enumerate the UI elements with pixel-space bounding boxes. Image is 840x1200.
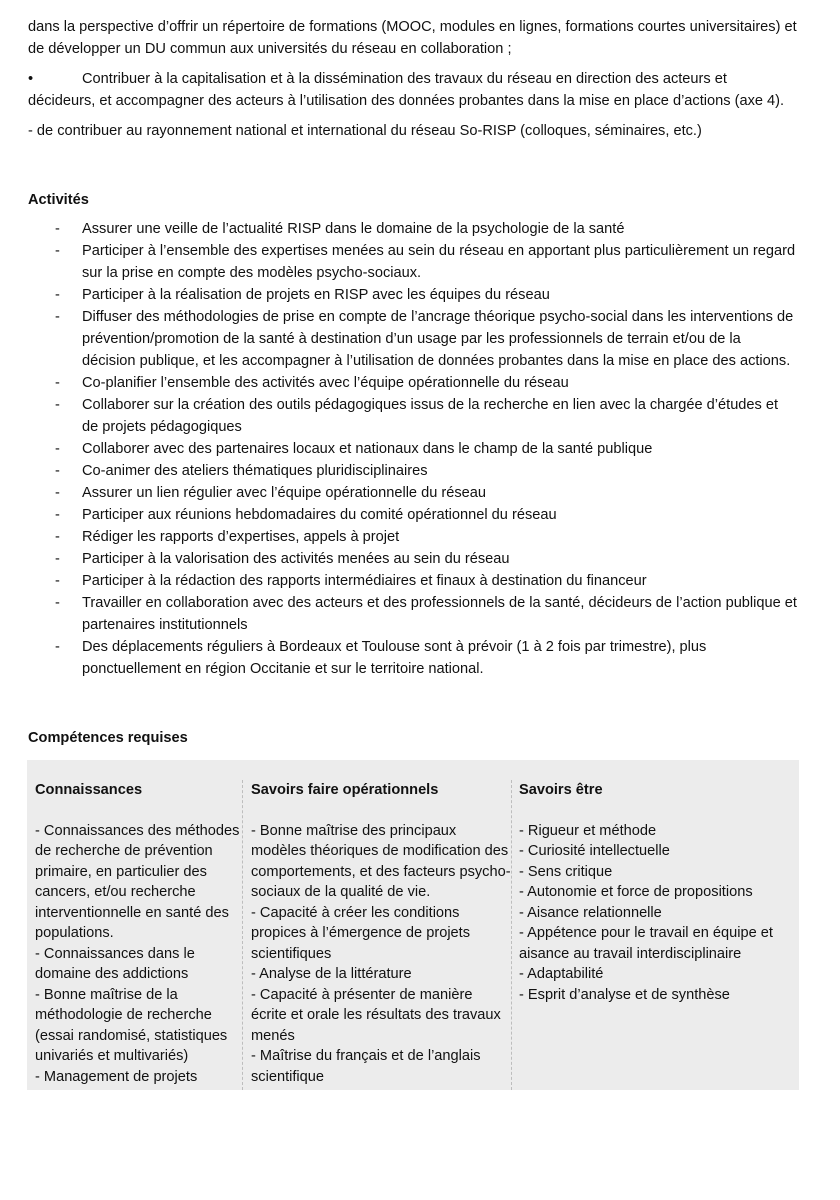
activity-text: Participer à la valorisation des activités menées au sein du réseau	[82, 551, 510, 567]
skill-line: - Curiosité intellectuelle	[519, 843, 670, 859]
activity-item	[28, 460, 798, 482]
activity-item	[28, 570, 798, 592]
activity-item	[28, 526, 798, 548]
dash-bullet: -	[55, 221, 60, 237]
dash-bullet: -	[55, 573, 60, 589]
activity-text: Participer à la rédaction des rapports intermédiaires et finaux à destination du financeur	[82, 573, 647, 589]
activity-text: Assurer un lien régulier avec l’équipe opérationnelle du réseau	[82, 485, 487, 501]
skill-line: - Rigueur et méthode	[519, 822, 657, 839]
column-title: Connaissances	[35, 782, 143, 798]
activity-text: Collaborer avec des partenaires locaux et nationaux dans le champ de la santé publique	[82, 441, 653, 457]
skill-line: - Maîtrise du français et de l’anglais scientifique	[251, 1048, 481, 1085]
soft-skills-column	[511, 780, 799, 1090]
dash-bullet: -	[55, 441, 60, 457]
dash-bullet: -	[55, 397, 60, 413]
document-page	[28, 16, 798, 1090]
skill-line: - Capacité à présenter de manière écrite et orale les résultats des travaux menés	[251, 986, 501, 1044]
activity-item	[28, 504, 798, 526]
activity-item	[28, 636, 798, 680]
skill-line: - Sens critique	[519, 863, 613, 880]
capitalisation-bullet	[28, 68, 798, 112]
column-title: Savoirs être	[519, 782, 603, 798]
dash-bullet: -	[55, 309, 60, 325]
skill-line: - Management de projets	[35, 1068, 198, 1085]
intro-paragraph: dans la perspective d’offrir un répertoire de formations (MOOC, modules en lignes, formations courtes universitaires) et de développer un DU commun aux universités du réseau en collaboration ;	[28, 19, 797, 57]
skill-line: - Bonne maîtrise des principaux modèles théoriques de modification des comportements, et des facteurs psycho-sociaux de la qualité de vie.	[251, 822, 511, 900]
activity-item	[28, 548, 798, 570]
column-title: Savoirs faire opérationnels	[251, 782, 439, 798]
activity-text: Rédiger les rapports d’expertises, appels à projet	[82, 529, 400, 545]
activity-item	[28, 394, 798, 438]
activity-text: Co-planifier l’ensemble des activités avec l’équipe opérationnelle du réseau	[82, 375, 569, 391]
activity-item	[28, 306, 798, 372]
activities-heading: Activités	[28, 192, 89, 208]
knowledge-column	[27, 780, 242, 1090]
dash-bullet: -	[55, 507, 60, 523]
activity-text: Travailler en collaboration avec des acteurs et des professionnels de la santé, décideurs de l’action publique et partenaires institutionnels	[82, 595, 797, 633]
activity-text: Participer aux réunions hebdomadaires du comité opérationnel du réseau	[82, 507, 557, 523]
activity-item	[28, 372, 798, 394]
dash-bullet: -	[55, 529, 60, 545]
activity-text: Participer à l’ensemble des expertises menées au sein du réseau en apportant plus particulièrement un regard sur la prise en compte des modèles psycho-sociaux.	[82, 243, 796, 281]
dash-bullet: -	[55, 551, 60, 567]
skill-line: - Bonne maîtrise de la méthodologie de recherche (essai randomisé, statistiques univariés et multivariés)	[35, 986, 228, 1064]
activity-item	[28, 218, 798, 240]
skill-line: - Appétence pour le travail en équipe et aisance au travail interdisciplinaire	[519, 925, 773, 962]
activity-text: Participer à la réalisation de projets en RISP avec les équipes du réseau	[82, 287, 550, 303]
activity-text: Collaborer sur la création des outils pédagogiques issus de la recherche en lien avec la chargée d’études et de projets pédagogiques	[82, 397, 779, 435]
skills-table	[27, 760, 799, 1090]
dash-bullet: -	[55, 595, 60, 611]
activities-list	[28, 218, 798, 680]
skill-line: - Esprit d’analyse et de synthèse	[519, 986, 730, 1003]
skill-line: - Analyse de la littérature	[251, 966, 412, 982]
activity-text: Des déplacements réguliers à Bordeaux et Toulouse sont à prévoir (1 à 2 fois par trimestre), plus ponctuellement en région Occitanie et sur le territoire national.	[82, 639, 707, 677]
activity-text: Diffuser des méthodologies de prise en compte de l’ancrage théorique psycho-social dans les interventions de prévention/promotion de la santé à destination d’un usage par les professionnels de terrain et/ou de la décision publique, et les accompagner à l’utilisation de données probantes dans la mise en place des actions.	[82, 309, 794, 369]
skills-heading: Compétences requises	[28, 730, 188, 746]
dash-bullet: -	[55, 639, 60, 655]
dash-bullet: -	[55, 375, 60, 391]
dash-bullet: -	[55, 287, 60, 303]
dash-bullet: -	[55, 463, 60, 479]
know-how-column	[242, 780, 511, 1090]
activity-item	[28, 592, 798, 636]
activity-item	[28, 482, 798, 504]
dash-bullet: -	[55, 485, 60, 501]
activity-item	[28, 284, 798, 306]
skill-line: - Aisance relationnelle	[519, 904, 662, 921]
skill-line: - Connaissances dans le domaine des addictions	[35, 945, 195, 982]
skill-line: - Adaptabilité	[519, 966, 604, 982]
bullet-icon: •	[28, 71, 34, 87]
activity-text: Assurer une veille de l’actualité RISP dans le domaine de la psychologie de la santé	[82, 221, 625, 237]
dash-bullet: -	[55, 243, 60, 259]
capitalisation-text: Contribuer à la capitalisation et à la dissémination des travaux du réseau en direction des acteurs et décideurs, et accompagner des acteurs à l’utilisation des données probantes dans la mise en place d’actions (axe 4).	[28, 71, 785, 109]
activity-item	[28, 240, 798, 284]
skill-line: - Capacité à créer les conditions propices à l’émergence de projets scientifiques	[251, 904, 471, 962]
activity-text: Co-animer des ateliers thématiques pluridisciplinaires	[82, 463, 428, 479]
skill-line: - Autonomie et force de propositions	[519, 884, 753, 900]
skill-line: - Connaissances des méthodes de recherche de prévention primaire, en particulier des cancers, et/ou recherche interventionnelle en santé des populations.	[35, 822, 240, 941]
rayonnement-paragraph: - de contribuer au rayonnement national et international du réseau So-RISP (colloques, séminaires, etc.)	[28, 123, 702, 139]
activity-item	[28, 438, 798, 460]
